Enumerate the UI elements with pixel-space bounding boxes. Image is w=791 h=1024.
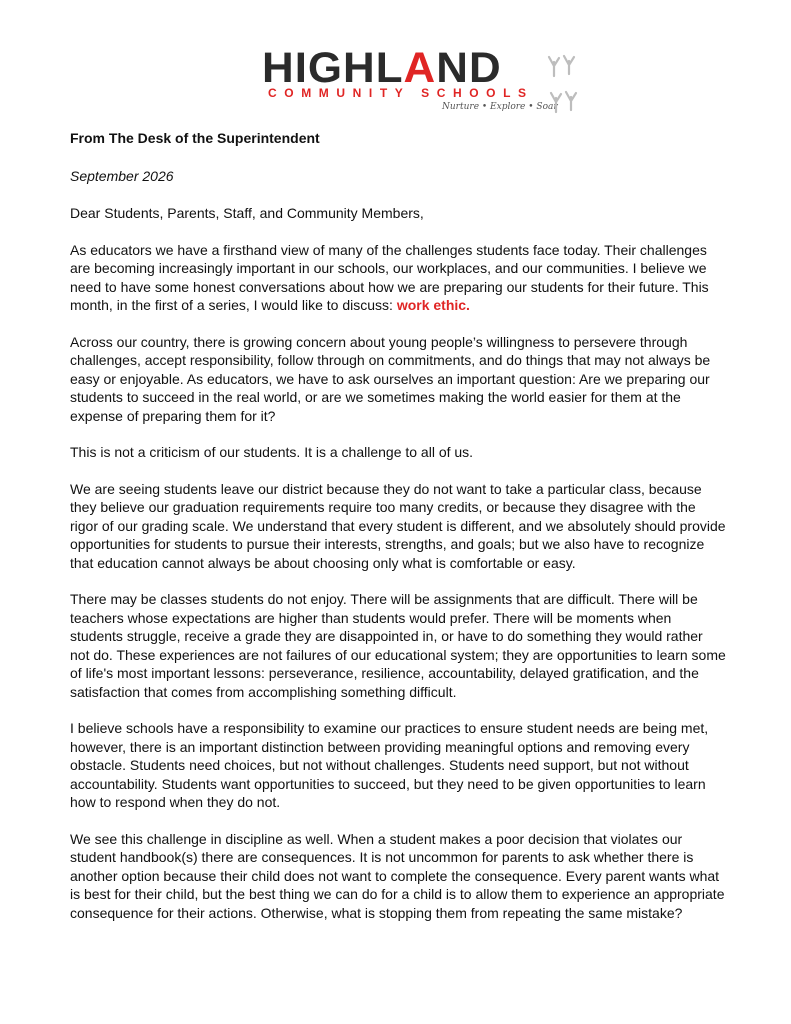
paragraph-challenge: This is not a criticism of our students. It is a challenge to all of us. (70, 444, 474, 460)
logo-subtitle: COMMUNITY SCHOOLS (268, 86, 534, 100)
sprout-icon (542, 52, 584, 118)
paragraph-discipline: We see this challenge in discipline as well. When a student makes a poor decision that violates our student handbook(s) there are consequences. It is not uncommon for parents to ask whether there is another option because their child does not want to complete the consequence. Every parent wants what is best for their child, but the best thing we can do for a child is to allow them to experience an appropriate consequence for their actions. Otherwise, what is stopping them from repeating the same mistake? (70, 830, 725, 921)
letter-date: September 2026 (70, 167, 174, 184)
district-logo (262, 44, 592, 120)
letter-salutation: Dear Students, Parents, Staff, and Community Members, (70, 205, 424, 221)
paragraph-concern: Across our country, there is growing concern about young people’s willingness to persevere through challenges, accept responsibility, follow through on commitments, and do things that may not always be easy or enjoyable. As educators, we have to ask ourselves an important question: Are we preparing our students to succeed in the real world, or are we sometimes making the world easier for them at the expense of preparing them for it? (70, 333, 711, 424)
logo-word-right: ND (436, 44, 502, 92)
paragraph-responsibility: I believe schools have a responsibility to examine our practices to ensure student needs are being met, however, there is an important distinction between providing meaningful options and removing every obstacle. Students need choices, but not without challenges. Students need support, but not without accountability. Students want opportunities to succeed, but they need to be given opportunities to learn how to respond when they do not. (70, 720, 709, 810)
logo-word-accent: A (403, 44, 437, 92)
letter-heading: From The Desk of the Superintendent (70, 130, 320, 146)
paragraph-students-leaving: We are seeing students leave our district because they do not want to take a particular class, because they believe our graduation requirements require too many credits, or because they disagree with the rigor of our grading scale. We understand that every student is different, and we absolutely should provide opportunities for students to pursue their interests, strengths, and goals; but we also have to recognize that education cannot always be about choosing only what is comfortable or easy. (70, 480, 726, 571)
logo-tagline: Nurture • Explore • Soar (442, 102, 558, 112)
paragraph-intro-text: As educators we have a firsthand view of many of the challenges students face today. Their challenges are becoming increasingly important in our schools, our workplaces, and our communities. I believe we need to have some honest conversations about how we are preparing our students for their future. This month, in the first of a series, I would like to discuss: (70, 241, 709, 313)
topic-highlight: work ethic. (396, 297, 470, 313)
logo-wordmark (262, 44, 502, 92)
paragraph-intro (70, 241, 726, 315)
logo-word-left: HIGHL (262, 44, 404, 92)
superintendent-letter (70, 129, 726, 940)
paragraph-difficult-experiences: There may be classes students do not enjoy. There will be assignments that are difficult. There will be teachers whose expectations are higher than students would prefer. There will be moments when students struggle, receive a grade they are disappointed in, or have to do something they would rather not do. These experiences are not failures of our educational system; they are opportunities to learn some of life's most important lessons: perseverance, resilience, accountability, delayed gratification, and the satisfaction that comes from accomplishing something difficult. (70, 591, 726, 700)
